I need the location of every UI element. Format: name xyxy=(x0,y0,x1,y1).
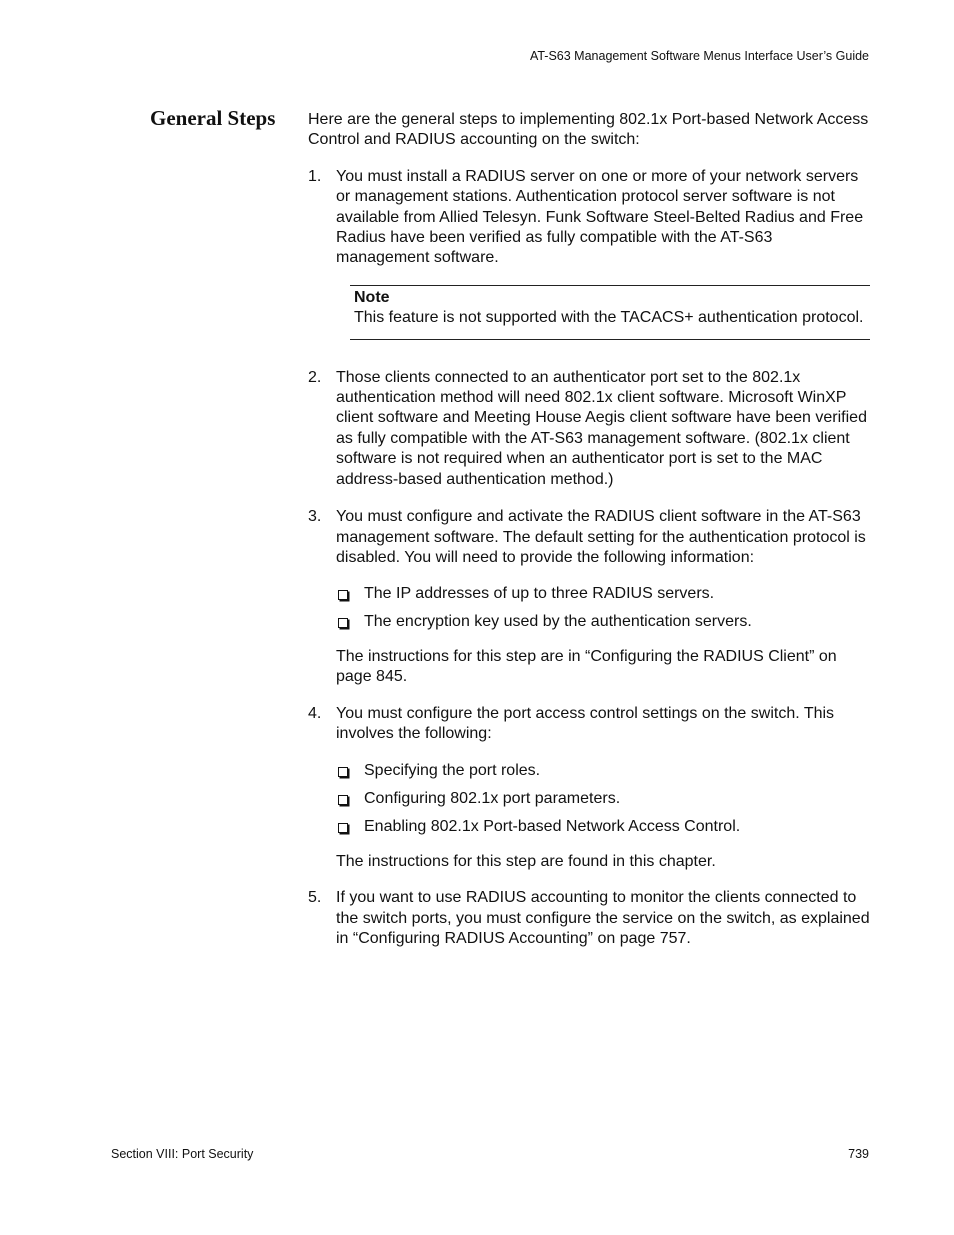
bullet-list xyxy=(336,761,870,837)
bullet-text: Enabling 802.1x Port-based Network Access Control. xyxy=(364,818,741,836)
checkbox-square-icon xyxy=(338,823,348,833)
intro-paragraph: Here are the general steps to implementing 802.1x Port-based Network Access Control and RADIUS accounting on the switch: xyxy=(308,111,869,149)
bullet-text: The IP addresses of up to three RADIUS servers. xyxy=(364,585,715,603)
step-text: Those clients connected to an authenticator port set to the 802.1x authentication method will need 802.1x client software. Microsoft WinXP client software and Meeting House Aegis client software have been verified as fully compatible with the AT-S63 management software. (802.1x client software is not required when an authenticator port is set to the MAC address-based authentication method.) xyxy=(336,368,867,488)
checkbox-square-icon xyxy=(338,590,348,600)
step-text: You must configure the port access control settings on the switch. This involves the following: xyxy=(336,704,835,742)
checkbox-square-icon xyxy=(338,618,348,628)
step-3 xyxy=(308,507,870,687)
step-text: You must configure and activate the RADIUS client software in the AT-S63 management software. The default setting for the authentication protocol is disabled. You will need to provide the following information: xyxy=(336,508,866,566)
steps-list xyxy=(308,167,870,950)
step-followup: The instructions for this step are found in this chapter. xyxy=(336,852,716,870)
step-number: 4. xyxy=(308,704,322,722)
footer-section: Section VIII: Port Security xyxy=(111,1147,254,1161)
list-item xyxy=(336,584,870,604)
section-content xyxy=(308,110,870,965)
bullet-list xyxy=(336,584,870,632)
step-number: 3. xyxy=(308,508,322,526)
step-4 xyxy=(308,704,870,873)
step-followup: The instructions for this step are in “Configuring the RADIUS Client” on page 845. xyxy=(336,647,837,686)
step-number: 2. xyxy=(308,368,322,386)
list-item xyxy=(336,817,870,837)
note-title: Note xyxy=(354,288,390,306)
checkbox-square-icon xyxy=(338,795,348,805)
step-5 xyxy=(308,888,870,949)
note-body: This feature is not supported with the TACACS+ authentication protocol. xyxy=(354,309,864,327)
bullet-text: Configuring 802.1x port parameters. xyxy=(364,790,621,808)
running-header: AT-S63 Management Software Menus Interface User’s Guide xyxy=(529,49,869,63)
section-heading: General Steps xyxy=(150,106,276,130)
checkbox-square-icon xyxy=(338,767,348,777)
step-1 xyxy=(308,167,870,340)
bullet-text: Specifying the port roles. xyxy=(364,762,541,780)
list-item xyxy=(336,612,870,632)
list-item xyxy=(336,789,870,809)
note-box xyxy=(350,285,870,340)
bullet-text: The encryption key used by the authentication servers. xyxy=(364,613,752,631)
step-number: 5. xyxy=(308,889,322,907)
step-text: If you want to use RADIUS accounting to monitor the clients connected to the switch ports, you must configure the service on the switch, as explained in “Configuring RADIUS Accounting” on page 757. xyxy=(336,889,870,947)
step-2 xyxy=(308,368,870,490)
page-number: 739 xyxy=(848,1147,869,1161)
list-item xyxy=(336,761,870,781)
step-text: You must install a RADIUS server on one or more of your network servers or management stations. Authentication protocol server software is not available from Allied Telesyn. Funk Software Steel-Belted Radius and Free Radius have been verified as fully compatible with the AT-S63 management software. xyxy=(336,167,864,267)
step-number: 1. xyxy=(308,167,322,185)
